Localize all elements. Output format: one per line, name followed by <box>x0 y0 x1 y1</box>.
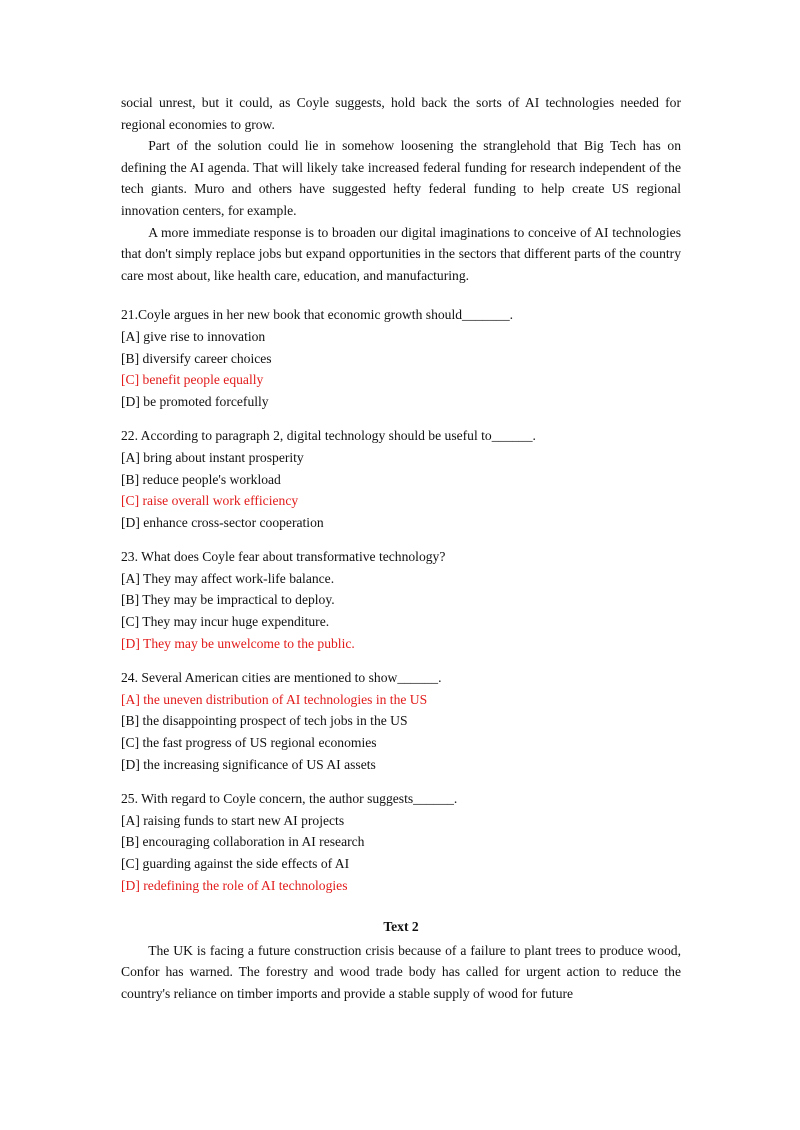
question-stem: 24. Several American cities are mentioned to show______. <box>121 670 442 686</box>
question-stem: 22. According to paragraph 2, digital technology should be useful to______. <box>121 428 536 444</box>
option-d: [D] enhance cross-sector cooperation <box>121 514 324 530</box>
option-d-correct: [D] redefining the role of AI technologies <box>121 877 348 893</box>
passage-paragraph-3: A more immediate response is to broaden our digital imaginations to conceive of AI technologies that don't simply replace jobs but expand opportunities in the sectors that different parts of the country care most about, like health care, education, and manufacturing. <box>121 224 681 283</box>
question-23 <box>121 546 681 654</box>
option-b: [B] They may be impractical to deploy. <box>121 592 335 608</box>
option-a: [A] They may affect work-life balance. <box>121 570 335 586</box>
question-22 <box>121 425 681 533</box>
option-c-correct: [C] raise overall work efficiency <box>121 493 299 509</box>
question-stem: 21.Coyle argues in her new book that economic growth should_______. <box>121 307 514 323</box>
passage-paragraph-2: Part of the solution could lie in somehow loosening the stranglehold that Big Tech has on defining the AI agenda. That will likely take increased federal funding for research independent of the tech giants. Muro and others have suggested hefty federal funding to help create US regional innovation centers, for example. <box>121 138 681 218</box>
option-a: [A] raising funds to start new AI projects <box>121 812 345 828</box>
section-title-text-2: Text 2 <box>383 919 419 935</box>
question-stem: 25. With regard to Coyle concern, the author suggests______. <box>121 791 458 807</box>
option-b: [B] the disappointing prospect of tech jobs in the US <box>121 713 408 729</box>
option-c: [C] They may incur huge expenditure. <box>121 614 330 630</box>
option-d: [D] be promoted forcefully <box>121 393 269 409</box>
option-b: [B] reduce people's workload <box>121 471 281 487</box>
option-c: [C] guarding against the side effects of AI <box>121 856 350 871</box>
option-d-correct: [D] They may be unwelcome to the public. <box>121 635 355 651</box>
question-25 <box>121 788 681 896</box>
option-c-correct: [C] benefit people equally <box>121 372 264 388</box>
question-21 <box>121 304 681 412</box>
option-a-correct: [A] the uneven distribution of AI technologies in the US <box>121 691 428 707</box>
option-d: [D] the increasing significance of US AI assets <box>121 756 376 772</box>
option-a: [A] give rise to innovation <box>121 328 266 344</box>
question-stem: 23. What does Coyle fear about transformative technology? <box>121 549 446 565</box>
question-24 <box>121 667 681 775</box>
document-page <box>121 92 681 1005</box>
text2-paragraph-1: The UK is facing a future construction crisis because of a failure to plant trees to produce wood, Confor has warned. The forestry and wood trade body has called for urgent action to reduce the country's reliance on timber imports and provide a stable supply of wood for future <box>121 942 681 1001</box>
option-c: [C] the fast progress of US regional economies <box>121 735 377 751</box>
option-a: [A] bring about instant prosperity <box>121 449 304 465</box>
option-b: [B] encouraging collaboration in AI research <box>121 834 365 850</box>
option-b: [B] diversify career choices <box>121 350 272 366</box>
passage-paragraph-1: social unrest, but it could, as Coyle suggests, hold back the sorts of AI technologies needed for regional economies to grow. <box>121 95 681 132</box>
